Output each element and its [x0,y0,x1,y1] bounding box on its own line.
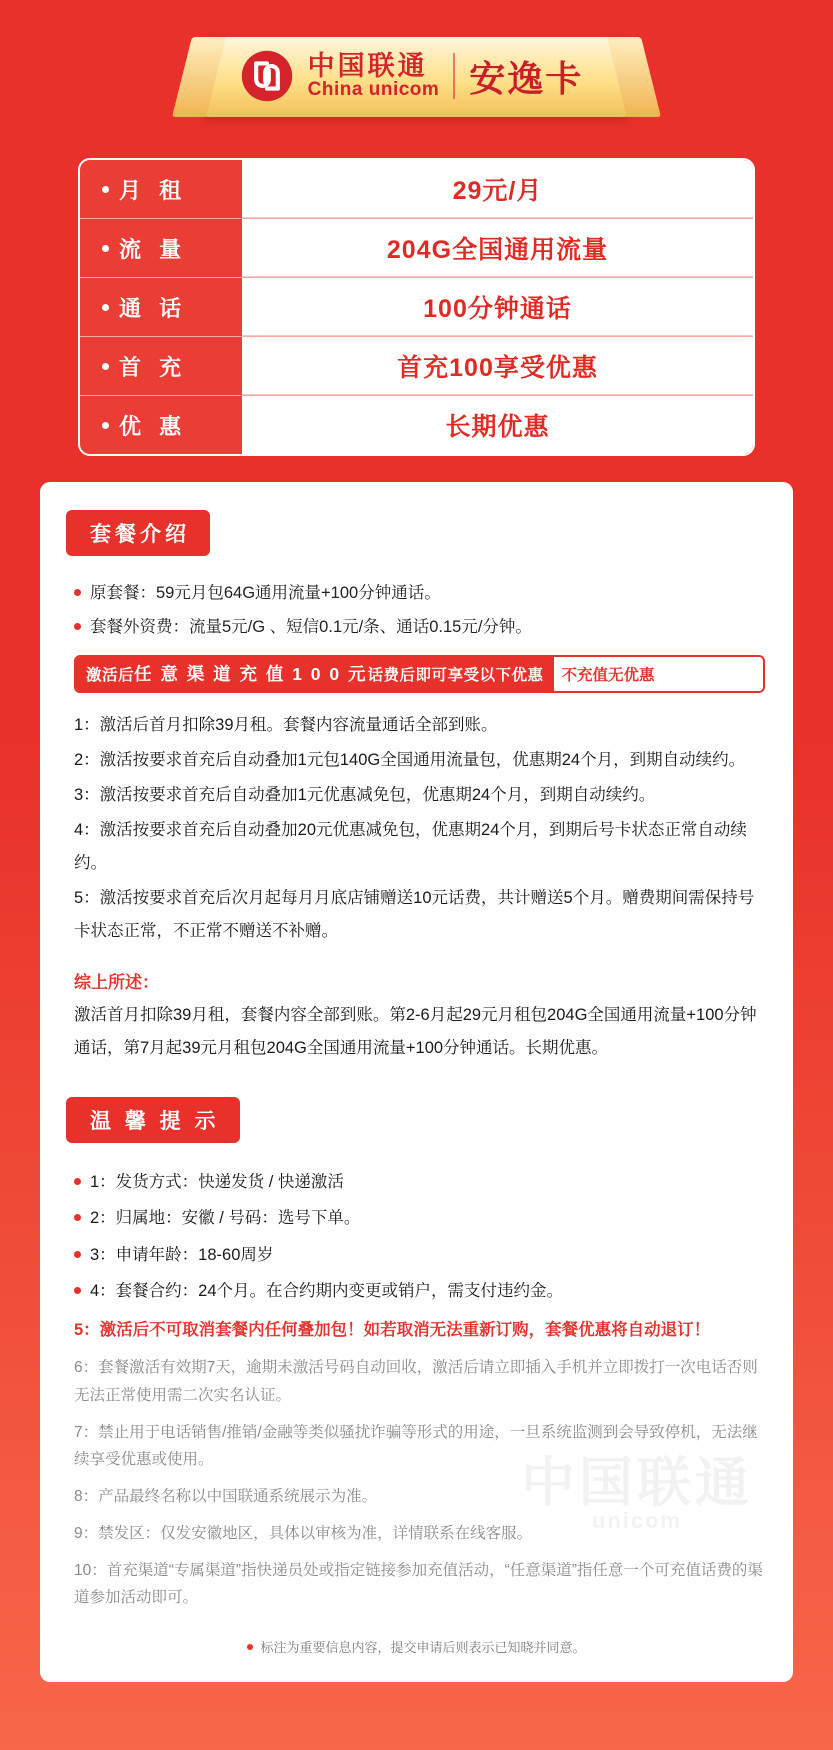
tip-item [74,1278,767,1304]
tip-item-warning: 5：激活后不可取消套餐内任何叠加包！如若取消无法重新订购，套餐优惠将自动退订！ [74,1321,711,1340]
spec-label [80,278,242,336]
spec-value: 29元/月 [242,160,753,218]
spec-row [80,396,753,454]
brand-name-en: China unicom [307,79,440,101]
tip-item-text: 4：套餐合约：24个月。在合约期内变更或销户，需支付违约金。 [90,1281,564,1300]
spec-row [80,160,753,219]
recharge-prefix: 激活后 [86,666,135,684]
spec-label [80,337,242,395]
bullet-dot-icon [74,1287,81,1294]
watermark-line1: 中国联通 [521,1453,753,1514]
spec-label-text: 月 租 [119,177,188,203]
spec-row [80,278,753,337]
bullet-dot-icon [102,304,109,311]
recharge-highlight-bar [74,655,765,693]
footer-note [66,1637,767,1656]
tip-item [74,1205,767,1231]
header-ribbon [204,37,630,117]
spec-label [80,219,242,277]
spec-label-text: 流 量 [119,236,188,262]
summary-title: 综上所述： [74,972,159,992]
package-bullet [74,614,767,640]
spec-label [80,160,242,218]
bullet-dot-icon [74,589,81,596]
spec-row [80,337,753,396]
footer-note-text: 标注为重要信息内容，提交申请后则表示已知晓并同意。 [260,1640,586,1656]
spec-value: 100分钟通话 [242,278,753,336]
package-item: 5：激活按要求首充后次月起每月月底店铺赠送10元话费，共计赠送5个月。赠费期间需保持号卡状态正常，不正常不赠送不补赠。 [74,888,755,940]
spec-table [78,158,755,456]
tip-item [74,1169,767,1195]
spec-label-text: 通 话 [119,295,188,321]
watermark-line2: unicom [591,1508,683,1534]
bullet-dot-icon [102,245,109,252]
package-bullet-text: 原套餐：59元月包64G通用流量+100分钟通话。 [90,584,441,602]
spec-value: 长期优惠 [242,396,753,454]
china-unicom-logo-icon [240,49,294,103]
package-bullet-text: 套餐外资费：流量5元/G 、短信0.1元/条、通话0.15元/分钟。 [90,618,532,637]
spec-value: 204G全国通用流量 [242,219,753,277]
package-item: 3：激活按要求首充后自动叠加1元优惠减免包，优惠期24个月，到期自动续约。 [74,785,656,804]
tip-item-text: 2：归属地：安徽 / 号码：选号下单。 [90,1209,361,1228]
section-title-package: 套餐介绍 [66,510,210,556]
section-title-tips: 温 馨 提 示 [66,1097,240,1143]
brand-name-cn: 中国联通 [307,50,428,81]
tip-item-text: 1：发货方式：快递发货 / 快递激活 [90,1172,344,1191]
summary-body: 激活首月扣除39月租，套餐内容全部到账。第2-6月起29元月租包204G全国通用流量+100分钟通话，第7月起39元月租包204G全国通用流量+100分钟通话。长期优惠。 [74,1005,757,1057]
card-name: 安逸卡 [469,57,584,99]
tip-item [74,1242,767,1268]
spec-row [80,219,753,278]
tip-item-secondary: 10：首充渠道“专属渠道”指快递员处或指定链接参加充值活动，“任意渠道”指任意一个可充值话费的渠道参加活动即可。 [74,1562,763,1607]
brand-block [240,49,440,103]
poster-header [18,18,815,136]
package-bullet [74,580,767,606]
tip-item-secondary: 7：禁止用于电话销售/推销/金融等类似骚扰诈骗等形式的用途，一旦系统监测到会导致停机，无法继续享受优惠或使用。 [74,1423,758,1468]
tip-item-secondary: 9：禁发区：仅发安徽地区，具体以审核为准，详情联系在线客服。 [74,1525,533,1543]
spec-label [80,396,242,454]
spec-label-text: 优 惠 [119,413,188,439]
bullet-dot-icon [74,1251,81,1258]
brand-divider [453,53,455,99]
bullet-dot-icon [74,623,81,630]
content-sheet [40,482,793,1682]
tip-item-secondary: 8：产品最终名称以中国联通系统展示为准。 [74,1487,378,1505]
bullet-dot-icon [102,363,109,370]
tip-item-text: 3：申请年龄：18-60周岁 [90,1245,274,1264]
bullet-dot-icon [102,422,109,429]
package-item: 1：激活后首月扣除39月租。套餐内容流量通话全部到账。 [74,715,498,734]
brand-text [308,52,440,100]
spec-label-text: 首 充 [119,354,188,380]
package-item: 2：激活按要求首充后自动叠加1元包140G全国通用流量包，优惠期24个月，到期自动续约。 [74,750,746,769]
recharge-suffix: 话费后即可享受以下优惠 [367,666,544,684]
spec-value: 首充100享受优惠 [242,337,753,395]
recharge-amount: 任 意 渠 道 充 值 1 0 0 元 [134,664,368,685]
recharge-highlight-left [76,657,554,691]
bullet-dot-icon [74,1214,81,1221]
bullet-dot-icon [74,1178,81,1185]
bullet-dot-icon [247,1644,253,1650]
tip-item-secondary: 6：套餐激活有效期7天，逾期未激活号码自动回收，激活后请立即插入手机并立即拨打一次电话否则无法正常使用需二次实名认证。 [74,1359,758,1404]
recharge-highlight-right: 不充值无优惠 [561,666,655,684]
package-item: 4：激活按要求首充后自动叠加20元优惠减免包，优惠期24个月，到期后号卡状态正常自动续约。 [74,820,747,872]
bullet-dot-icon [102,186,109,193]
